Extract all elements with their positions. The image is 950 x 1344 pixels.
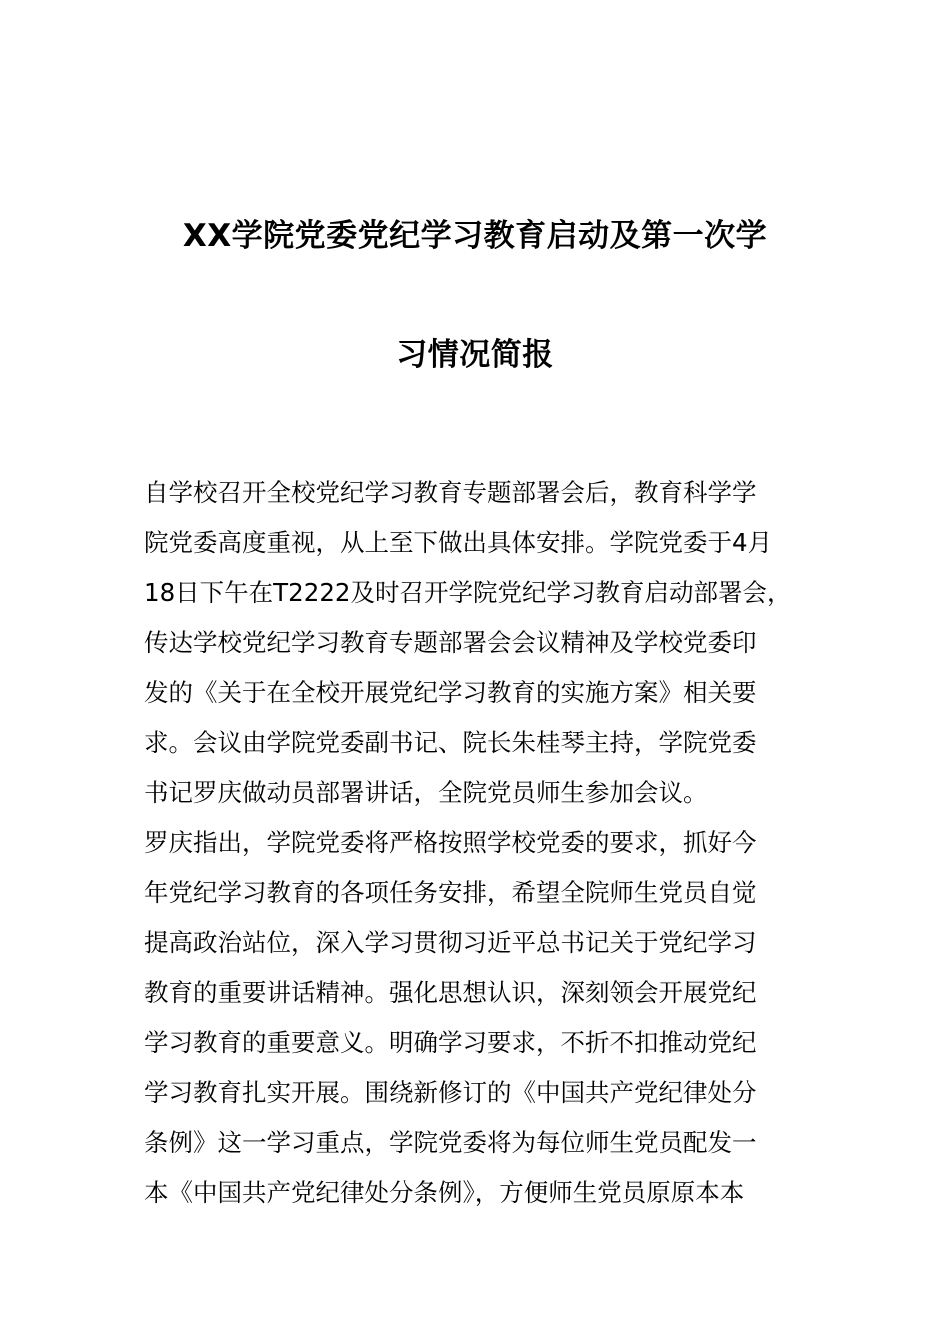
body-line: 传达学校党纪学习教育专题部署会会议精神及学校党委印 bbox=[144, 628, 757, 657]
document-body bbox=[144, 468, 844, 1218]
document-title-line-2: 习情况简报 bbox=[396, 337, 554, 373]
body-line: 求。会议由学院党委副书记、院长朱桂琴主持，学院党委 bbox=[144, 728, 757, 757]
body-line: 罗庆指出，学院党委将严格按照学校党委的要求，抓好今 bbox=[144, 828, 757, 857]
body-line: 年党纪学习教育的各项任务安排，希望全院师生党员自觉 bbox=[144, 878, 757, 907]
body-line: 学习教育的重要意义。明确学习要求，不折不扣推动党纪 bbox=[144, 1028, 757, 1057]
body-line: 学习教育扎实开展。围绕新修订的《中国共产党纪律处分 bbox=[144, 1078, 757, 1107]
document-title-line-1: XX学院党委党纪学习教育启动及第一次学 bbox=[182, 218, 768, 254]
body-line: 提高政治站位，深入学习贯彻习近平总书记关于党纪学习 bbox=[144, 928, 757, 957]
body-line: 书记罗庆做动员部署讲话，全院党员师生参加会议。 bbox=[144, 778, 708, 807]
body-line: 院党委高度重视，从上至下做出具体安排。学院党委于4月 bbox=[144, 528, 773, 557]
body-line: 自学校召开全校党纪学习教育专题部署会后，教育科学学 bbox=[144, 478, 757, 507]
body-line: 发的《关于在全校开展党纪学习教育的实施方案》相关要 bbox=[144, 678, 757, 707]
body-line: 教育的重要讲话精神。强化思想认识，深刻领会开展党纪 bbox=[144, 978, 757, 1007]
body-line: 条例》这一学习重点，学院党委将为每位师生党员配发一 bbox=[144, 1128, 757, 1157]
body-line: 本《中国共产党纪律处分条例》，方便师生党员原原本本 bbox=[144, 1178, 745, 1207]
body-line: 18日下午在T2222及时召开学院党纪学习教育启动部署会， bbox=[144, 578, 792, 607]
